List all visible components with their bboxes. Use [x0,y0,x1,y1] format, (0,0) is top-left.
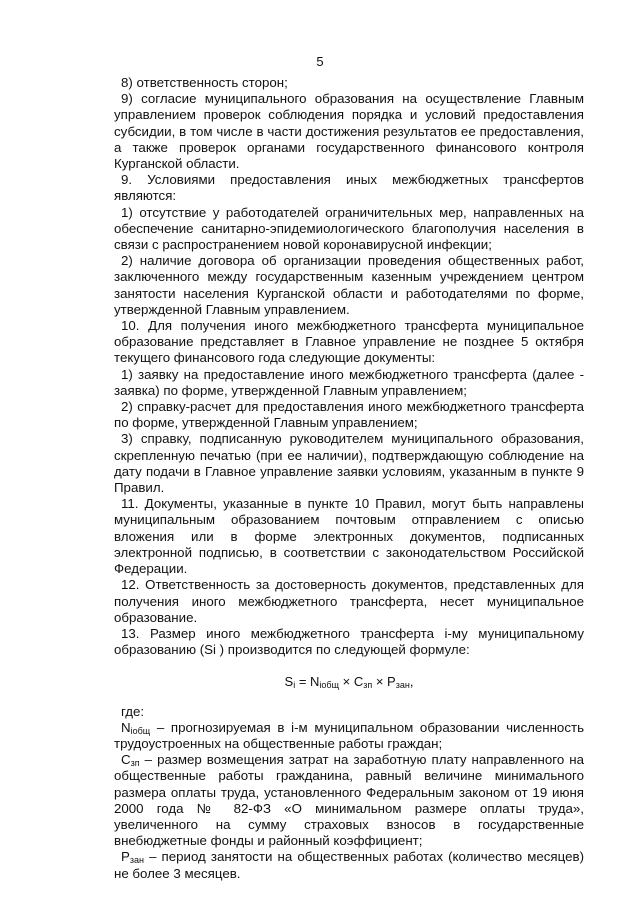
paragraph-10-2: 2) справку-расчет для предоставления иного межбюджетного трансферта по форме, утвержденной Главным управлением; [114,399,584,431]
formula-times-1: × [339,674,354,690]
paragraph-9-1: 1) отсутствие у работодателей ограничительных мер, направленных на обеспечение санитарно-эпидемиологического благополучия населения в связи с распространением новой коронавирусной инфекции; [114,204,584,253]
paragraph-9-consent: 9) согласие муниципального образования на осуществление Главным управлением проверок соблюдения порядка и условий предоставления субсидии, в том числе в части достижения результатов ее предоставления, а также проверок органами государственного финансового контроля Курганской области. [114,91,584,172]
page-number: 5 [316,54,324,69]
definition-c-symbol: C [121,752,131,768]
definition-c-sub: зп [130,758,140,769]
definition-p-text: – период занятости на общественных работах (количество месяцев) не более 3 месяцев. [114,849,584,881]
formula-p-sub: зан [395,680,410,691]
paragraph-section-9: 9. Условиями предоставления иных межбюджетных трансфертов являются: [114,172,584,204]
formula-end: , [409,674,414,690]
paragraph-section-10: 10. Для получения иного межбюджетного трансферта муниципальное образование представляет в Главное управление не позднее 5 октября текущего финансового года следующие документы: [114,318,584,366]
paragraph-9-2: 2) наличие договора об организации проведения общественных работ, заключенного между государственным казенным учреждением центром занятости населения Курганской области и работодателями по форме, утвержденной Главным управлением. [114,253,584,317]
definition-n-sub: iобщ [130,725,151,736]
definition-n [114,720,584,752]
paragraph-section-12: 12. Ответственность за достоверность документов, представленных для получения иного межбюджетного трансферта, несет муниципальное образование. [114,577,584,625]
paragraph-section-11: 11. Документы, указанные в пункте 10 Правил, могут быть направлены муниципальным образованием почтовым отправлением с описью вложения или в форме электронных документов, подписанных электронной подписью, в соответствии с законодательством Российской Федерации. [114,496,584,577]
formula-eq: = [295,674,311,690]
formula-c-sub: зп [363,680,373,691]
where-label: где: [121,703,145,719]
definition-p-symbol: P [121,849,130,865]
formula-times-2: × [372,674,388,690]
paragraph-10-3: 3) справку, подписанную руководителем муниципального образования, скрепленную печатью (при ее наличии), подтверждающую соблюдение на дату подачи в Главное управление заявки условиям, указанным в пункте 9 Правил. [114,431,584,496]
formula-s-sub: i [293,680,296,691]
paragraph-section-13: 13. Размер иного межбюджетного трансферта i-му муниципальному образованию (Si ) производится по следующей формуле: [114,625,584,658]
formula-p: P [387,674,396,690]
definition-n-symbol: N [121,719,131,735]
definition-c-text: – размер возмещения затрат на заработную плату направленного на общественные работы гражданина, равный величине минимального размера оплаты труда, установленного Федеральным законом от 19 июня 2000 года № 82-ФЗ «О минимальном размере оплаты труда», увеличенного на сумму страховых взносов в государственные внебюджетные фонды и районный коэффициент; [114,752,584,849]
formula-n-sub: iобщ [319,680,339,691]
formula [114,674,584,690]
definition-n-text: – прогнозируемая в i-м муниципальном образовании численность трудоустроенных на общественные работы граждан; [114,719,584,751]
formula-c: C [353,674,364,690]
paragraph-8-responsibility: 8) ответственность сторон; [121,75,288,90]
definition-c [114,752,584,849]
document-body [114,75,584,882]
formula-s: S [284,674,294,690]
definition-p [114,849,584,881]
paragraph-10-1: 1) заявку на предоставление иного межбюджетного трансферта (далее - заявка) по форме, утвержденной Главным управлением; [114,366,584,398]
definition-p-sub: зан [129,855,144,866]
formula-n: N [310,674,320,690]
